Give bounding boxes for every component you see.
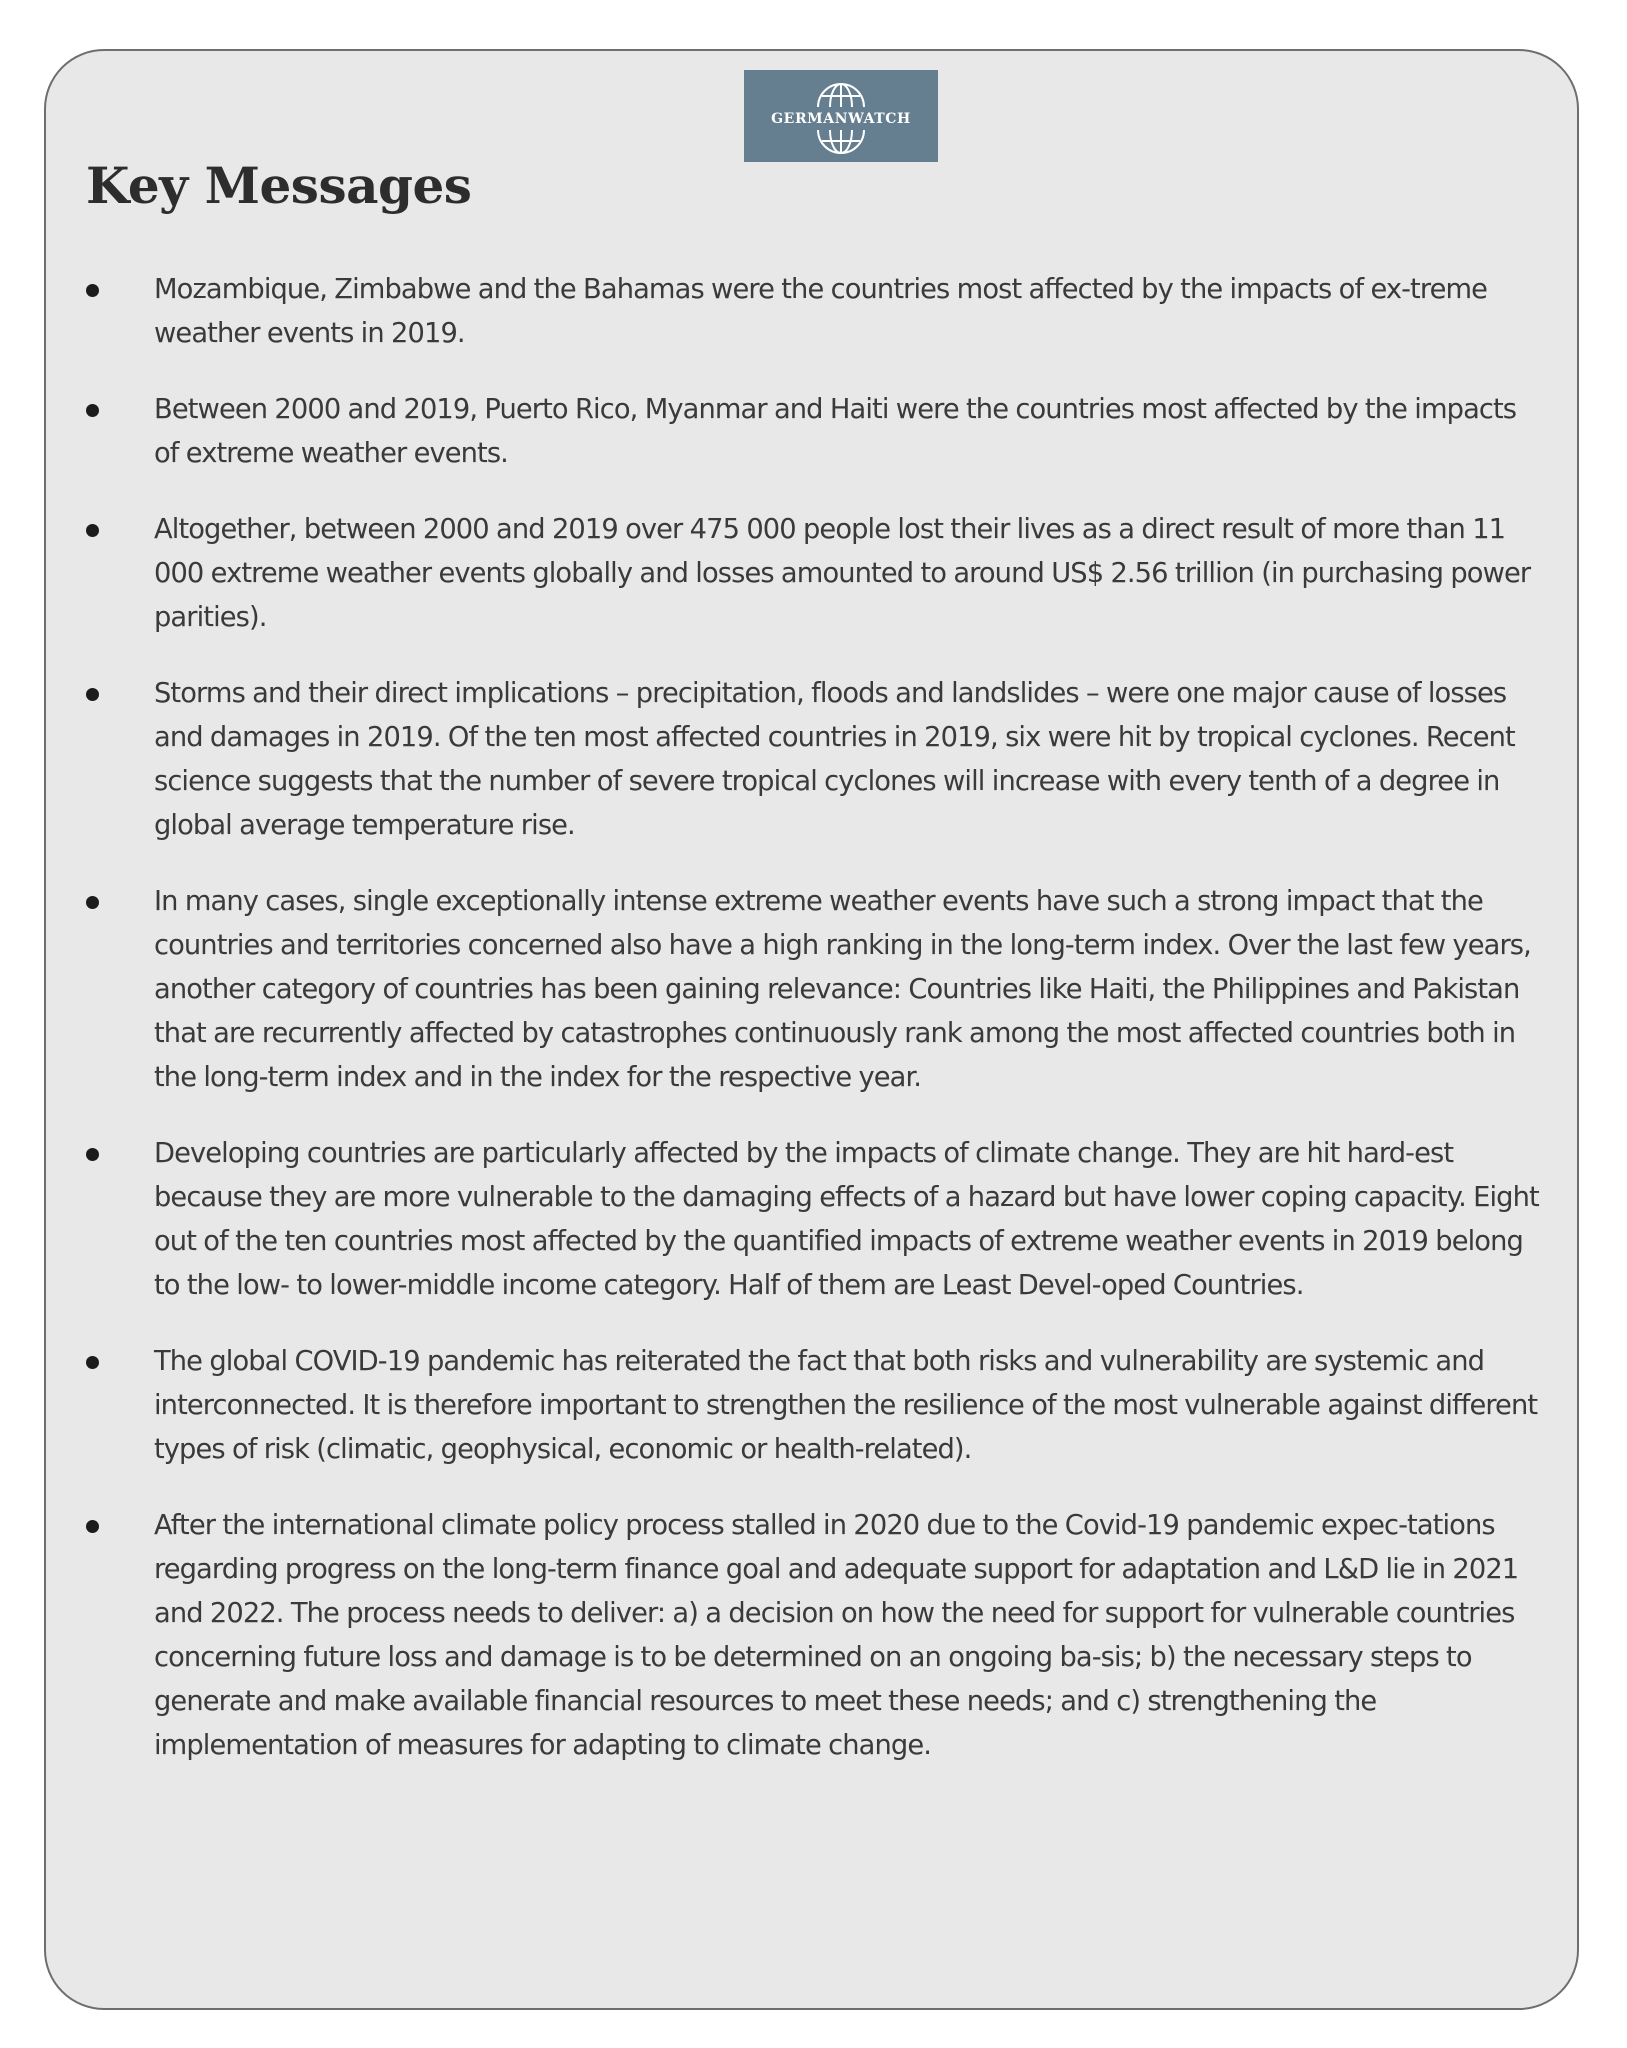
bullet-icon — [86, 1520, 99, 1533]
message-text: After the international climate policy process stalled in 2020 due to the Covid-19 pandemic expec-tations regarding progress on the long-term finance goal and adequate support for adaptation and L&D lie in 2021 and 2022. The process needs to deliver: a) a decision on how the need for support for vulnerable countries concerning future loss and damage is to be determined on an ongoing ba-sis; b) the necessary steps to generate and make available financial resources to meet these needs; and c) strengthening the implementation of measures for adapting to climate change. — [154, 1510, 1519, 1761]
list-item — [86, 508, 1542, 640]
bullet-icon — [86, 524, 99, 537]
message-text: Developing countries are particularly affected by the impacts of climate change. They are hit hard-est because they are more vulnerable to the damaging effects of a hazard but have lower coping capacity. Eight out of the ten countries most affected by the quantified impacts of extreme weather events in 2019 belong to the low- to lower-middle income category. Half of them are Least Devel-oped Countries. — [154, 1138, 1539, 1301]
key-messages-list — [86, 268, 1542, 1800]
message-text: Between 2000 and 2019, Puerto Rico, Myanmar and Haiti were the countries most affected by the impacts of extreme weather events. — [154, 394, 1517, 469]
page-title: Key Messages — [86, 156, 472, 215]
logo-wordmark: GERMANWATCH — [771, 111, 911, 127]
message-text: Storms and their direct implications – precipitation, floods and landslides – were one major cause of losses and damages in 2019. Of the ten most affected countries in 2019, six were hit by tropical cyclones. Recent science suggests that the number of severe tropical cyclones will increase with every tenth of a degree in global average temperature rise. — [154, 678, 1515, 841]
list-item — [86, 1340, 1542, 1472]
message-text: In many cases, single exceptionally intense extreme weather events have such a strong impact that the countries and territories concerned also have a high ranking in the long-term index. Over the last few years, another category of countries has been gaining relevance: Countries like Haiti, the Philippines and Pakistan that are recurrently affected by catastrophes continuously rank among the most affected countries both in the long-term index and in the index for the respective year. — [154, 886, 1531, 1093]
list-item — [86, 268, 1542, 356]
message-text: Mozambique, Zimbabwe and the Bahamas were the countries most affected by the impacts of ex-treme weather events in 2019. — [154, 274, 1488, 349]
list-item — [86, 672, 1542, 848]
list-item — [86, 1132, 1542, 1308]
list-item — [86, 1504, 1542, 1768]
bullet-icon — [86, 896, 99, 909]
germanwatch-logo — [744, 70, 938, 162]
list-item — [86, 388, 1542, 476]
bullet-icon — [86, 1148, 99, 1161]
bullet-icon — [86, 1356, 99, 1369]
message-text: The global COVID-19 pandemic has reiterated the fact that both risks and vulnerability are systemic and interconnected. It is therefore important to strengthen the resilience of the most vulnerable against different types of risk (climatic, geophysical, economic or health-related). — [154, 1346, 1538, 1465]
bullet-icon — [86, 688, 99, 701]
message-text: Altogether, between 2000 and 2019 over 475 000 people lost their lives as a direct result of more than 11 000 extreme weather events globally and losses amounted to around US$ 2.56 trillion (in purchasing power parities). — [154, 514, 1531, 633]
bullet-icon — [86, 284, 99, 297]
list-item — [86, 880, 1542, 1100]
bullet-icon — [86, 404, 99, 417]
